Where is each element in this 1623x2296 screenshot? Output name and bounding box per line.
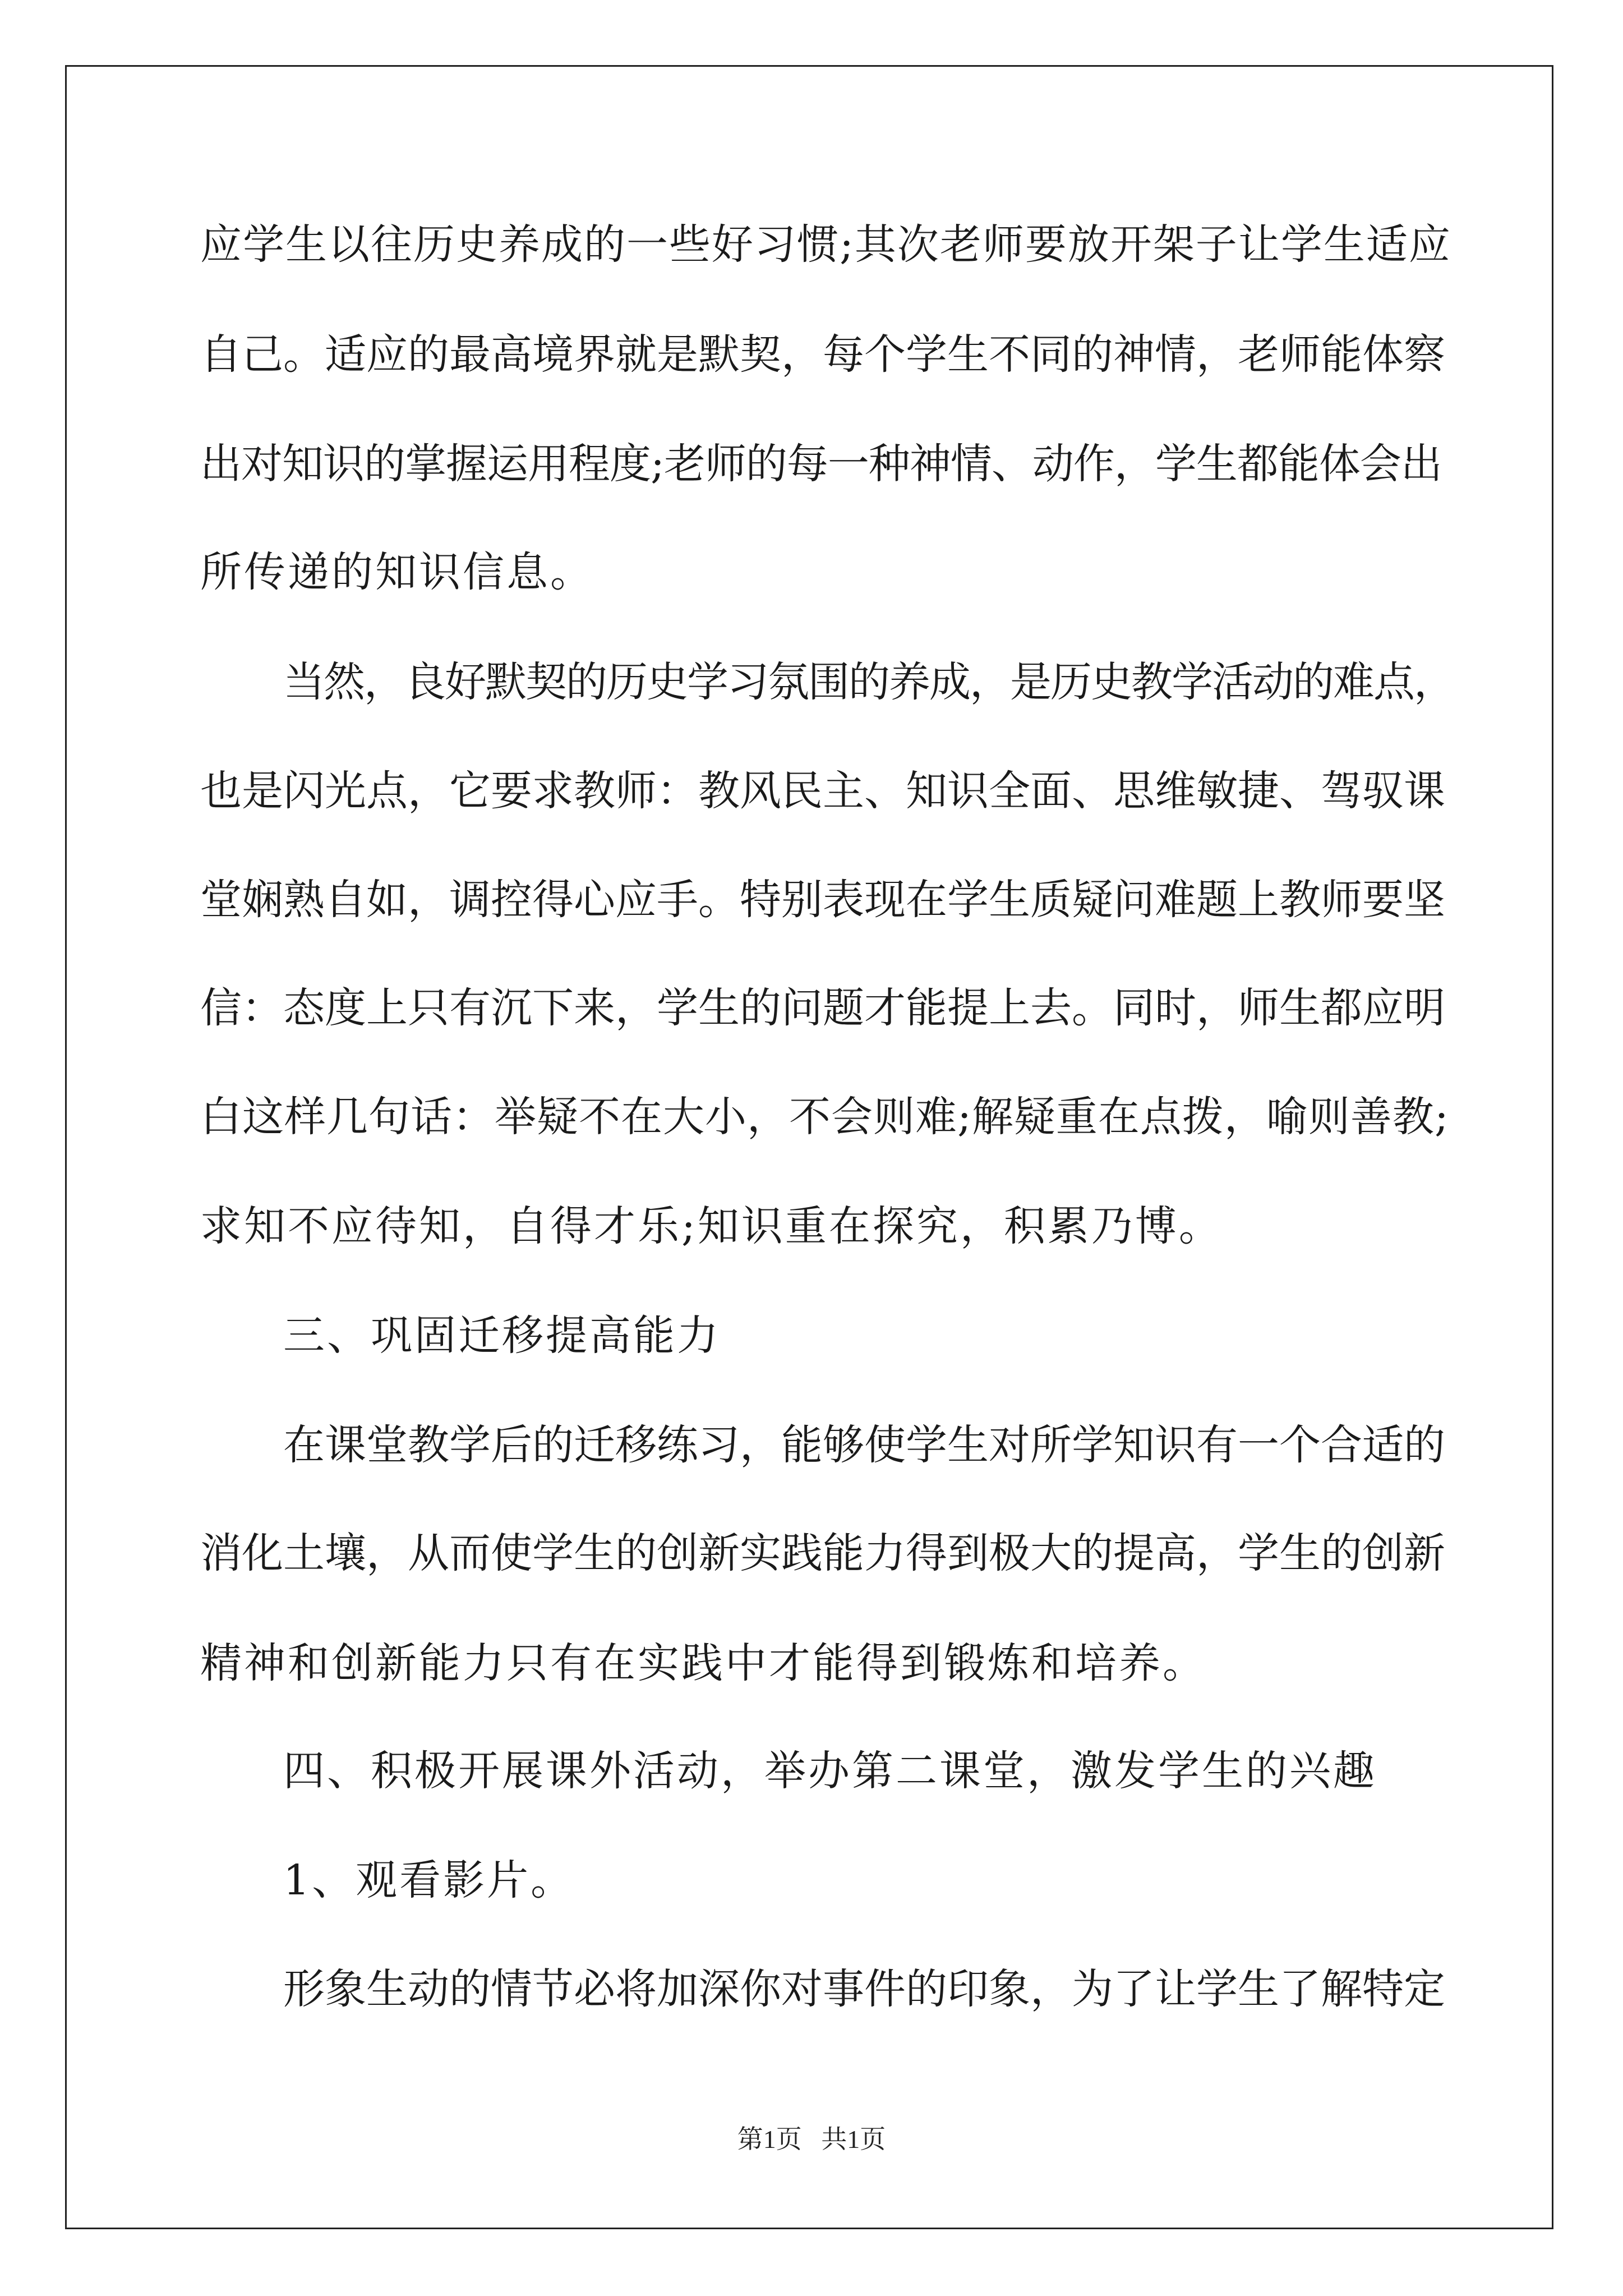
- text-line-9: 白这样几句话：举疑不在大小，不会则难;解疑重在点拨，喻则善教;: [200, 1093, 1449, 1141]
- page-border: [65, 65, 1553, 2229]
- text-line-6: 也是闪光点，它要求教师：教风民主、知识全面、思维敏捷、驾驭课: [200, 767, 1445, 815]
- text-line-3: 出对知识的掌握运用程度;老师的每一种神情、动作，学生都能体会出: [200, 440, 1442, 488]
- text-line-14: 精神和创新能力只有在实践中才能得到锻炼和培养。: [200, 1639, 1206, 1687]
- text-line-12: 在课堂教学后的迁移练习，能够使学生对所学知识有一个合适的: [283, 1421, 1445, 1469]
- text-line-13: 消化土壤，从而使学生的创新实践能力得到极大的提高，学生的创新: [200, 1529, 1445, 1577]
- page-number-footer: 第1页 共1页: [737, 2125, 886, 2154]
- text-line-5: 当然，良好默契的历史学习氛围的养成，是历史教学活动的难点，: [283, 658, 1454, 706]
- section-heading-3: 三、巩固迁移提高能力: [283, 1312, 721, 1360]
- text-line-2: 自己。适应的最高境界就是默契，每个学生不同的神情，老师能体察: [200, 330, 1445, 379]
- text-line-10: 求知不应待知，自得才乐;知识重在探究，积累乃博。: [200, 1202, 1223, 1250]
- section-heading-4: 四、积极开展课外活动，举办第二课堂，激发学生的兴趣: [283, 1747, 1377, 1795]
- text-line-1: 应学生以往历史养成的一些好习惯;其次老师要放开架子让学生适应: [200, 220, 1451, 269]
- text-line-7: 堂娴熟自如，调控得心应手。特别表现在学生质疑问难题上教师要坚: [200, 876, 1445, 924]
- list-item-1: 1、观看影片。: [283, 1856, 575, 1904]
- text-line-4: 所传递的知识信息。: [200, 548, 594, 596]
- text-line-17: 形象生动的情节必将加深你对事件的印象，为了让学生了解特定: [283, 1965, 1445, 2013]
- text-line-8: 信：态度上只有沉下来，学生的问题才能提上去。同时，师生都应明: [200, 984, 1445, 1032]
